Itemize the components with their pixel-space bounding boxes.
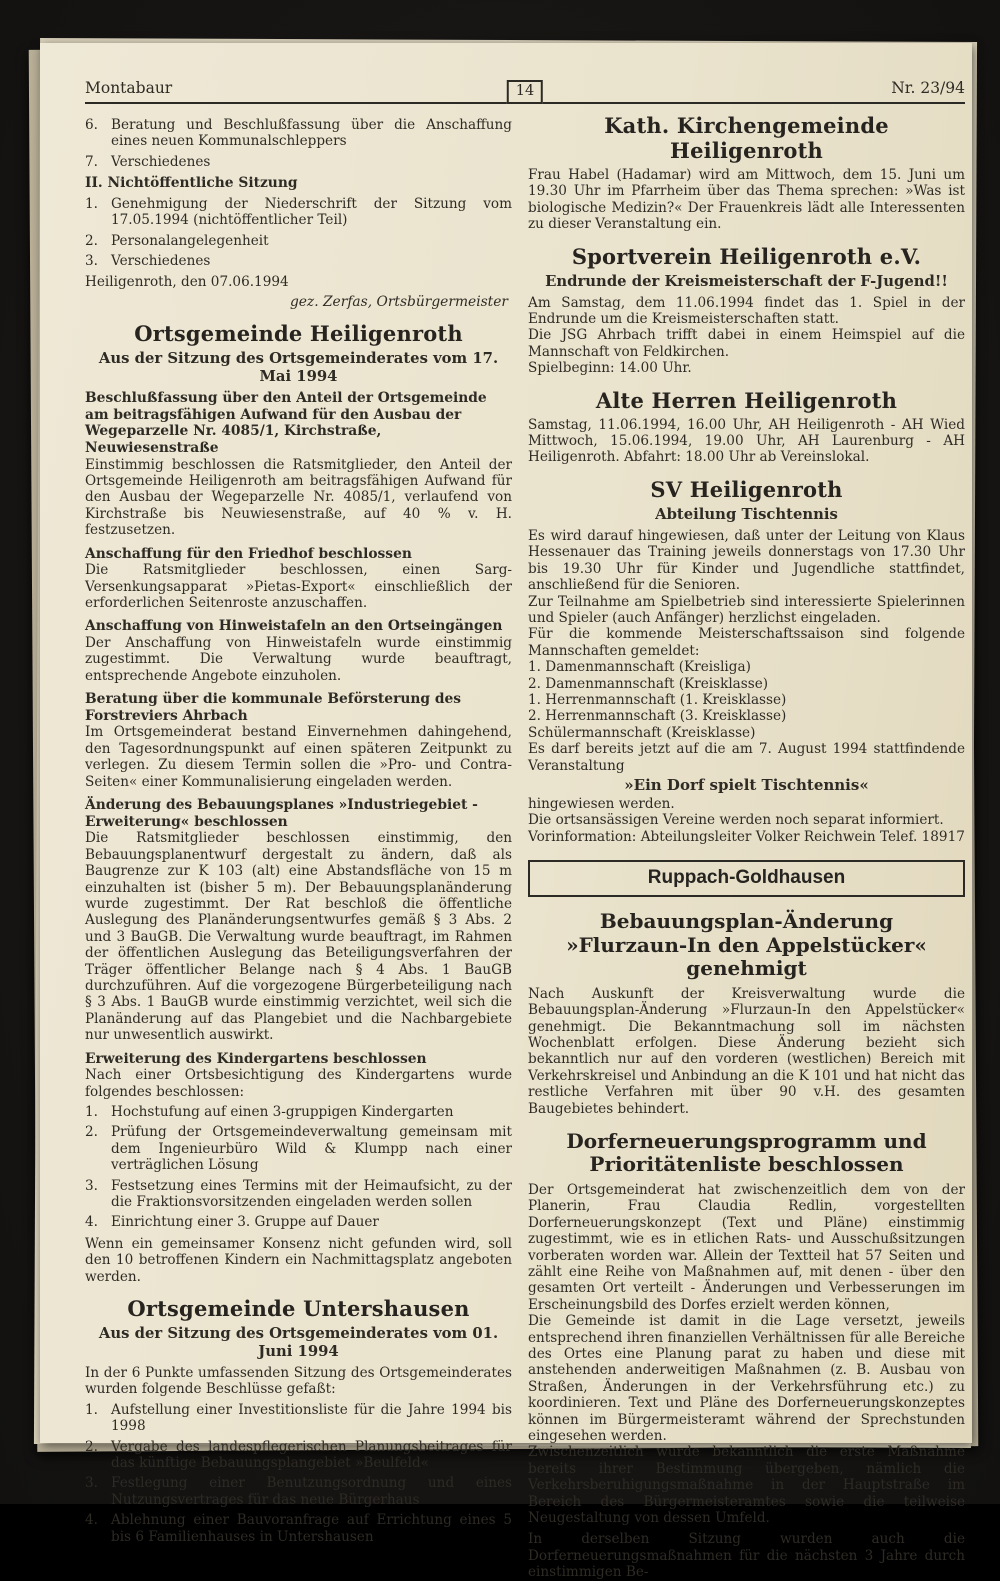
item-number: 3. [85, 1177, 98, 1194]
section-body: Die Ratsmitglieder beschlossen, einen Sarg-Versenkungsapparat »Pietas-Export« einschließlich der erforderlichen Seitenroste anzuschaffen. [85, 562, 512, 612]
list-item [85, 1402, 512, 1435]
item-number: 1. [85, 1401, 98, 1418]
item-text: Beratung und Beschlußfassung über die Anschaffung eines neuen Kommunalschleppers [111, 117, 512, 150]
dateline: Heiligenroth, den 07.06.1994 [85, 274, 289, 291]
paragraph: Es wird darauf hingewiesen, daß unter der Leitung von Klaus Hessenauer das Training jeweils donnerstags von 17.30 Uhr bis 19.30 Uhr für Kinder und Jugendliche stattfindet, anschließend für die Senioren. [528, 527, 965, 594]
paragraph: Die JSG Ahrbach trifft dabei in einem Heimspiel auf die Mannschaft von Feldkirchen. [528, 327, 965, 360]
masthead-issue: Nr. 23/94 [891, 79, 965, 97]
article-subtitle: Abteilung Tischtennis [655, 505, 838, 523]
item-number: 7. [85, 153, 98, 170]
paragraph: Der Ortsgemeinderat hat zwischenzeitlich dem von der Planerin, Frau Claudia Redlin, vorgestellten Dorferneuerungskonzept (Text und Pläne) einstimmig zugestimmt, wie es in etlichen Rats- und Ausschußsitzungen vorberaten worden war. Allein der Textteil hat 57 Seiten und zählt eine Reihe von Maßnahmen auf, mit denen - über den gesamten Ort verteilt - Änderungen und Verbesserungen im Erscheinungsbild des Dorfes erzielt werden können, [528, 1181, 965, 1313]
agenda-list [85, 117, 512, 170]
newsletter-page [40, 43, 972, 1581]
item-text: Ablehnung einer Bauvoranfrage auf Errichtung eines 5 bis 6 Familienhauses in Untershausen [111, 1512, 512, 1545]
paragraph: Es darf bereits jetzt auf die am 7. August 1994 stattfindende Veranstaltung [528, 741, 965, 774]
item-text: Festsetzung eines Termins mit der Heimaufsicht, zu der die Fraktionsvorsitzenden eingeladen werden sollen [111, 1177, 512, 1210]
section-heading: Anschaffung von Hinweistafeln an den Ortseingängen [85, 618, 503, 635]
article-body: Frau Habel (Hadamar) wird am Mittwoch, dem 15. Juni um 19.30 Uhr im Pfarrheim über das Thema sprechen: »Was ist biologische Medizin?« Der Frauenkreis lädt alle Interessenten zu dieser Veranstaltung ein. [528, 167, 965, 233]
item-number: 2. [85, 1438, 98, 1455]
article-title-untershausen: Ortsgemeinde Untershausen [127, 1296, 470, 1322]
paragraph: In derselben Sitzung wurden auch die Dorferneuerungsmaßnahmen für die nächsten 3 Jahre durch einstimmigen Be- [528, 1531, 965, 1581]
team-line: 1. Damenmannschaft (Kreisliga) [528, 659, 751, 676]
paragraph: Am Samstag, dem 11.06.1994 findet das 1. Spiel in der Endrunde um die Kreismeisterschaften statt. [528, 294, 965, 328]
paragraph: Für die kommende Meisterschaftssaison sind folgende Mannschaften gemeldet: [528, 626, 965, 659]
list-item [85, 1475, 512, 1508]
article-body: Samstag, 11.06.1994, 16.00 Uhr, AH Heiligenroth - AH Wied Mittwoch, 15.06.1994, 19.00 Uhr, AH Laurenburg - AH Heiligenroth. Abfahrt: 18.00 Uhr ab Vereinslokal. [528, 416, 965, 466]
paragraph: Die ortsansässigen Vereine werden noch separat informiert. [528, 812, 944, 829]
municipality-box-ruppach-goldhausen: Ruppach-Goldhausen [528, 860, 965, 897]
article-title-sv-heiligenroth: SV Heiligenroth [650, 476, 843, 502]
item-number: 1. [85, 1103, 98, 1120]
item-number: 3. [85, 253, 98, 270]
item-text: Hochstufung auf einen 3-gruppigen Kindergarten [111, 1103, 454, 1120]
paragraph: Zur Teilnahme am Spielbetrieb sind interessierte Spielerinnen und Spieler (auch Anfänger) herzlichst eingeladen. [528, 593, 965, 626]
article-title-alte-herren: Alte Herren Heiligenroth [595, 387, 898, 413]
list-item [85, 1104, 512, 1120]
item-text: Personalangelegenheit [111, 232, 269, 249]
list-item [85, 253, 512, 269]
list-item [85, 1439, 512, 1472]
article-title-bebauungsplan [528, 910, 965, 981]
article-subtitle: Aus der Sitzung des Ortsgemeinderates vom 17. Mai 1994 [98, 350, 499, 386]
nonpublic-agenda-list [85, 196, 512, 270]
section-body: Nach einer Ortsbesichtigung des Kindergartens wurde folgendes beschlossen: [85, 1067, 512, 1100]
list-item [85, 117, 512, 150]
article-subtitle: Endrunde der Kreismeisterschaft der F-Jugend!! [545, 272, 948, 290]
team-line: Schülermannschaft (Kreisklasse) [528, 724, 756, 741]
article-body: Nach Auskunft der Kreisverwaltung wurde die Bebauungsplan-Änderung »Flurzaun-In den Appelstücker« genehmigt. Die Bekanntmachung soll im nächsten Wochenblatt erfolgen. Diese Änderung bezieht sich bekanntlich nur auf den vorderen (westlichen) Bereich mit Verkehrskreisel und Anbindung an die K 101 und hat nicht das restliche Verfahren mit über 90 v.H. des gesamten Baugebietes behindert. [528, 985, 965, 1117]
article-title-heiligenroth: Ortsgemeinde Heiligenroth [134, 321, 463, 347]
article-title-dorferneuerung [528, 1130, 965, 1177]
item-number: 4. [85, 1512, 98, 1529]
page-number: 14 [515, 83, 535, 99]
kindergarten-list [85, 1104, 512, 1231]
list-item [85, 233, 512, 249]
section-body: Wenn ein gemeinsamer Konsenz nicht gefunden wird, soll den 10 betroffenen Kindern ein Nachmittagsplatz angeboten werden. [85, 1235, 512, 1285]
item-number: 4. [85, 1214, 98, 1231]
item-number: 1. [85, 195, 98, 212]
page-number-box [507, 80, 543, 104]
item-text: Prüfung der Ortsgemeindeverwaltung gemeinsam mit dem Ingenieurbüro Wild & Klumpp nach einer verträglichen Lösung [111, 1124, 512, 1174]
item-number: 3. [85, 1475, 98, 1492]
right-column [528, 113, 965, 1581]
paragraph: hingewiesen werden. [528, 795, 675, 812]
list-item [85, 1124, 512, 1173]
section-body: Einstimmig beschlossen die Ratsmitglieder, den Anteil der Ortsgemeinde Heiligenroth am beitragsfähigen Aufwand für den Ausbau der Wegeparzelle Nr. 4085/1, verlaufend von Kirchstraße bis Neuwiesenstraße, auf 40 % v. H. festzusetzen. [85, 456, 512, 539]
masthead-location: Montabaur [85, 79, 173, 97]
article-title-sportverein: Sportverein Heiligenroth e.V. [571, 243, 922, 269]
section-body: Im Ortsgemeinderat bestand Einvernehmen dahingehend, den Tagesordnungspunkt auf einen späteren Zeitpunkt zu verlegen. Zu diesem Termin sollen die »Pro- und Contra-Seiten« einer Kommunalisierung eingeladen werden. [85, 724, 512, 790]
event-title: »Ein Dorf spielt Tischtennis« [624, 775, 869, 794]
untershausen-list [85, 1402, 512, 1545]
team-line: 2. Damenmannschaft (Kreisklasse) [528, 675, 769, 692]
item-text: Verschiedenes [111, 253, 211, 270]
list-item [85, 1512, 512, 1545]
title-line: »Flurzaun-In den Appelstücker« genehmigt [566, 932, 927, 981]
item-text: Einrichtung einer 3. Gruppe auf Dauer [111, 1214, 379, 1231]
item-text: Verschiedenes [111, 153, 211, 170]
article-subtitle: Aus der Sitzung des Ortsgemeinderates vom 01. Juni 1994 [98, 1325, 499, 1361]
signature: gez. Zerfas, Ortsbürgermeister [289, 293, 508, 310]
section-body: Die Ratsmitglieder beschlossen einstimmig, den Bebauungsplanentwurf dergestalt zu ändern, daß als Baugrenze zur K 103 (alt) eine Abstandsfläche von 15 m einzuhalten ist (bisher 5 m). Der Bebauungsplanänderung wurde zugestimmt. Der Rat beschloß die öffentliche Auslegung des Planänderungsentwurfes gemäß § 3 Abs. 2 und 3 BauGB. Die Verwaltung wurde beauftragt, im Rahmen der öffentlichen Auslegung das Beteiligungsverfahren der Träger öffentlicher Belange nach § 4 Abs. 1 BauGB durchzuführen. Auf die vorgezogene Bürgerbeteiligung nach § 3 Abs. 1 BauGB wurde einstimmig verzichtet, weil sich die Planänderung auf das Plangebiet und die Nachbargebiete nur unwesentlich auswirkt. [85, 830, 512, 1044]
paragraph: Vorinformation: Abteilungsleiter Volker Reichwein Telef. 18917 [528, 828, 965, 845]
section-body: Der Anschaffung von Hinweistafeln wurde einstimmig zugestimmt. Die Verwaltung wurde beauftragt, entsprechende Angebote einzuholen. [85, 635, 512, 684]
list-item [85, 1178, 512, 1211]
article-title-kath-kirchengemeinde: Kath. Kirchengemeinde Heiligenroth [604, 113, 889, 163]
item-text: Aufstellung einer Investitionsliste für die Jahre 1994 bis 1998 [111, 1401, 512, 1435]
item-text: Genehmigung der Niederschrift der Sitzung vom 17.05.1994 (nichtöffentlicher Teil) [111, 195, 512, 229]
masthead [85, 79, 965, 104]
section-heading: Beratung über die kommunale Beförsterung des Forstreviers Ahrbach [85, 691, 462, 724]
team-list [528, 659, 965, 741]
list-item [85, 1214, 512, 1230]
team-line: 2. Herrenmannschaft (3. Kreisklasse) [528, 708, 787, 725]
section-heading: Anschaffung für den Friedhof beschlossen [85, 545, 412, 562]
title-line: Bebauungsplan-Änderung [599, 909, 894, 934]
paragraph: Zwischenzeitlich wurde bekanntlich die erste Maßnahme bereits ihrer Bestimmung übergeben, nämlich die Verkehrsberuhigungsmaßnahme in der Hauptstraße im Bereich des Bürgermeisteramtes sowie die teilweise Neugestaltung von dessen Umfeld. [528, 1444, 965, 1527]
item-number: 6. [85, 117, 98, 133]
item-number: 2. [85, 1124, 98, 1141]
section-heading: Beschlußfassung über den Anteil der Ortsgemeinde am beitragsfähigen Aufwand für den Ausbau der Wegeparzelle Nr. 4085/1, Kirchstraße, Neuwiesenstraße [85, 390, 487, 457]
section-heading: Änderung des Bebauungsplanes »Industriegebiet - Erweiterung« beschlossen [85, 797, 478, 830]
paragraph: Spielbeginn: 14.00 Uhr. [528, 360, 692, 377]
title-line: Prioritätenliste beschlossen [589, 1152, 904, 1177]
section-heading-kindergarten: Erweiterung des Kindergartens beschlossen [85, 1050, 427, 1067]
item-text: Vergabe des landespflegerischen Planungsbeitrages für das künftige Bebauungsplangebiet »Beulfeld« [111, 1438, 512, 1472]
paragraph: Die Gemeinde ist damit in die Lage versetzt, jeweils entsprechend ihren finanziellen Verhältnissen für alle Bereiche des Ortes eine Planung parat zu haben und diese mit anstehenden anderweitigen Maßnahmen (z. B. Ausbau von Straßen, Änderungen in der Verkehrsführung etc.) zu koordinieren. Text und Pläne des Dorferneuerungskonzeptes können im Bürgermeisteramt während der Sprechstunden eingesehen werden. [528, 1313, 965, 1445]
left-column [85, 113, 512, 1581]
team-line: 1. Herrenmannschaft (1. Kreisklasse) [528, 691, 787, 708]
page-content [40, 43, 972, 1581]
nonpublic-session-heading: II. Nichtöffentliche Sitzung [85, 175, 298, 192]
title-line: Dorferneuerungsprogramm und [566, 1128, 927, 1153]
item-text: Festlegung einer Benutzungsordnung und eines Nutzungsvertrages für das neue Bürgerhaus [111, 1475, 512, 1508]
list-item [85, 196, 512, 229]
item-number: 2. [85, 232, 98, 249]
list-item [85, 154, 512, 170]
section-body: In der 6 Punkte umfassenden Sitzung des Ortsgemeinderates wurden folgende Beschlüsse gefaßt: [85, 1365, 512, 1398]
